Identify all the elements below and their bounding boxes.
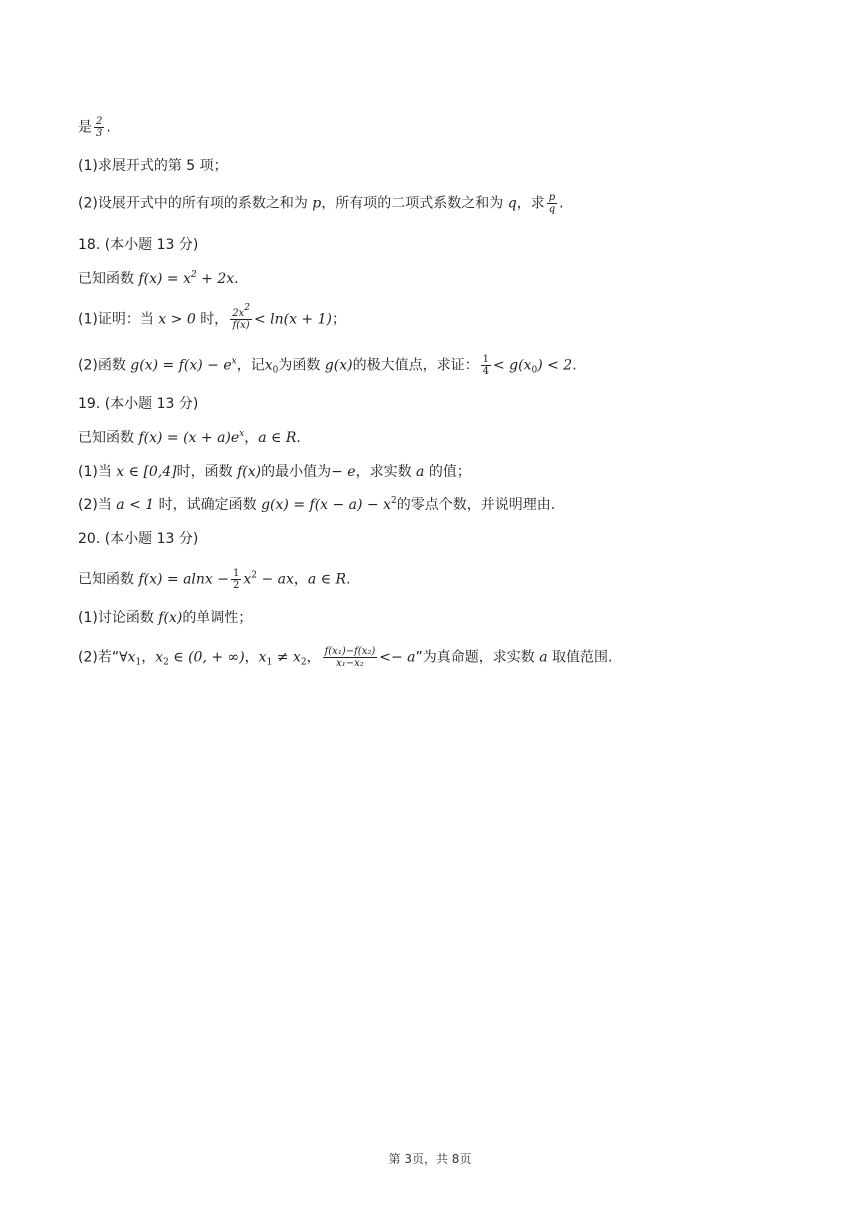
fraction-one-half: $\frac{1}{2}$	[233, 568, 240, 591]
fraction-2x2-over-fx: $\frac{2x^2}{f(x)}$	[232, 303, 250, 331]
p19-q2: (2)当 a < 1 时，试确定函数 $g(x) = f(x - a) - x^2$的零点个数，并说明理由.	[78, 496, 556, 513]
p20-q2: (2)若“$\forall x_1$，$x_2$ ∈ (0, + ∞)，$x_1 \ne x_2$， $\frac{\text{f(x₁)−f(x₂)}}{\text{x₁−x₂}}$ <− a”为真命题，求实数 a 取值范围.	[78, 646, 613, 669]
p18-stem: 已知函数 $f(x) = x^2 + 2x$.	[78, 270, 239, 287]
p19-heading: 19. (本小题 13 分)	[78, 396, 199, 412]
p18-q1: (1)证明：当 x > 0 时， $\frac{2x^2}{f(x)}$ < ln(x + 1)；	[78, 303, 346, 331]
p18-heading: 18. (本小题 13 分)	[78, 237, 199, 253]
fraction-difference-quotient: $\frac{\text{f(x₁)−f(x₂)}}{\text{x₁−x₂}}$	[324, 646, 376, 669]
p20-stem: 已知函数 f(x) = alnx − $\frac{1}{2}$ $x^2$ − ax，a ∈ R.	[78, 568, 351, 591]
p17-q2: (2)设展开式中的所有项的系数之和为 p，所有项的二项式系数之和为 q，求 $\frac{p}{q}$ .	[78, 192, 564, 215]
fraction-two-thirds: $\frac{2}{3}$	[96, 116, 103, 139]
p19-q1: (1)当 x ∈ [0,4]时，函数 f(x)的最小值为− e，求实数 a 的值；	[78, 464, 471, 480]
p19-stem: 已知函数 $f(x) = (x + a)e^x$，a ∈ R.	[78, 429, 301, 446]
fraction-one-quarter: $\frac{1}{4}$	[482, 354, 489, 377]
page-footer: 第 3页，共 8页	[388, 1152, 472, 1166]
fraction-p-over-q: $\frac{p}{q}$	[548, 192, 556, 215]
p17-q1: (1)求展开式的第 5 项；	[78, 158, 228, 174]
fragment-line: 是 $\frac{2}{3}$ .	[78, 116, 111, 139]
p18-q2: (2)函数 $g(x) = f(x) - e^x$，记$x_0$为函数 g(x)的极大值点，求证： $\frac{1}{4}$ < $g(x_0) < 2$.	[78, 354, 577, 377]
fragment-text: 是	[78, 119, 92, 136]
p20-heading: 20. (本小题 13 分)	[78, 531, 199, 547]
p20-q1: (1)讨论函数 f(x)的单调性；	[78, 610, 253, 626]
